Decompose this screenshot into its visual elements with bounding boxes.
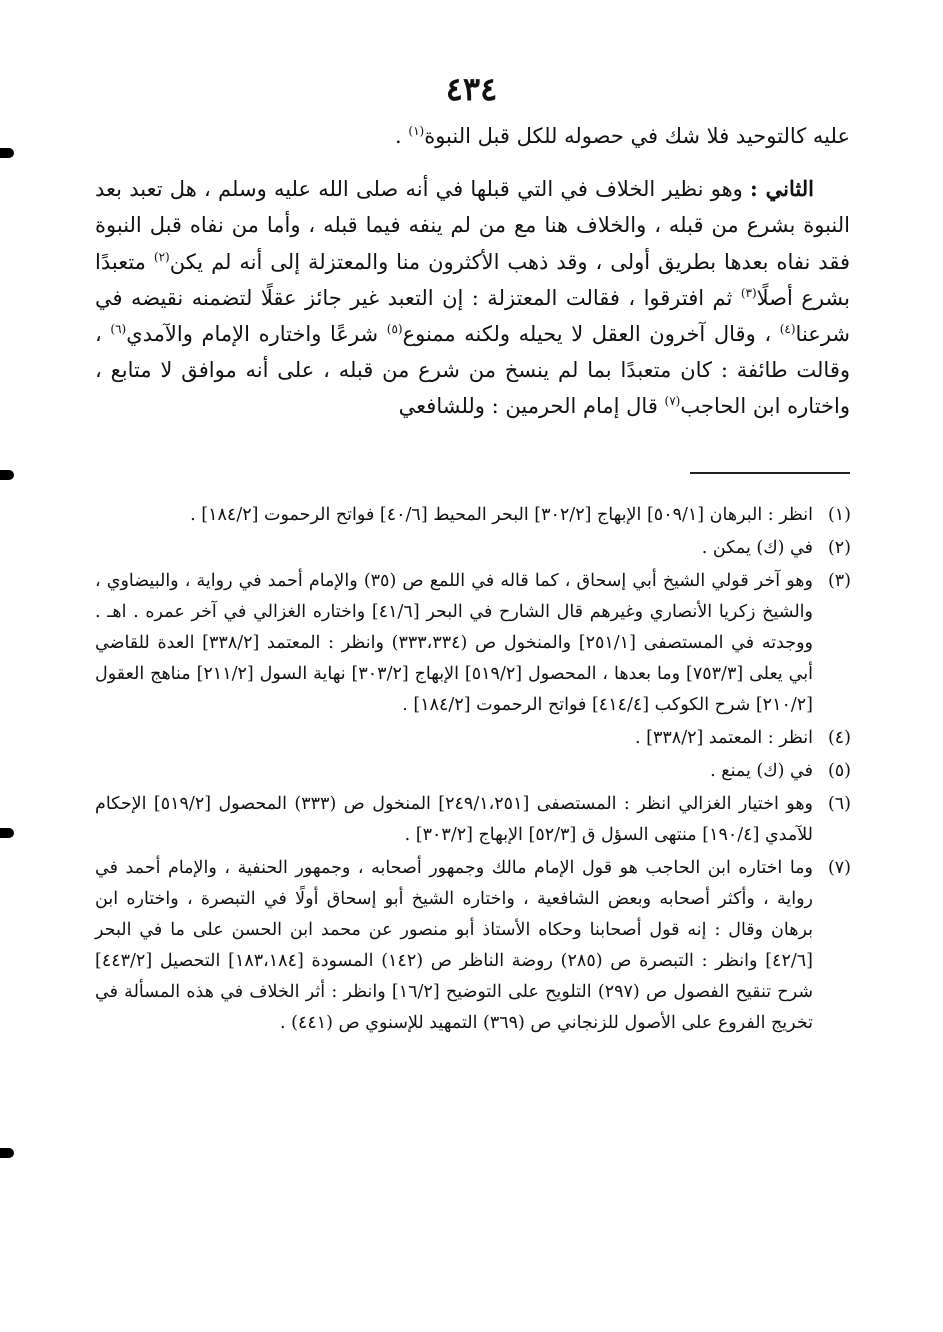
footnote-ref: (٥) bbox=[386, 322, 403, 337]
paragraph-text: ، وقال آخرون العقل لا يحيله ولكنه ممنوع bbox=[402, 322, 780, 347]
footnote-number: (٤) bbox=[827, 728, 851, 748]
footnote-number: (٦) bbox=[827, 794, 851, 814]
footnote-separator bbox=[690, 472, 850, 474]
footnote bbox=[95, 533, 851, 564]
footnote-text: وهو آخر قولي الشيخ أبي إسحاق ، كما قاله في اللمع ص (٣٥) والإمام أحمد في رواية ، والبيضاوي ، والشيخ زكريا الأنصاري وغيرهم قال الشارح في البحر [٤١/٦] واختاره الغزالي في آخر عمره . اهـ . ووجدته في المستصفى [٢٥١/١] والمنخول ص (٣٣٣،٣٣٤) وانظر : المعتمد [٣٣٨/٢] العدة للقاضي أبي يعلى [٧٥٣/٣] وما بعدها ، المحصول [٥١٩/٢] الإبهاج [٣٠٣/٢] نهاية السول [٢١١/٢] مناهج العقول [٢١٠/٢] شرح الكوكب [٤١٤/٤] فواتح الرحموت [١٨٤/٢] . bbox=[95, 571, 813, 715]
paragraph-text: وهو نظير الخلاف في التي قبلها في أنه صلى الله عليه وسلم ، هل تعبد بعد النبوة بشرع من قبله ، والخلاف هنا مع من لم ينفه فيما قبله ، وأما من نفاه قبل النبوة فقد نفاه بعدها بطريق أولى ، وقد ذهب الأكثرون منا والمعتزلة إلى أنه لم يكن bbox=[95, 177, 850, 274]
footnotes bbox=[95, 500, 851, 1041]
paragraph-text: متعبدًا بشرع أصلًا bbox=[95, 249, 850, 310]
page-number: ٤٣٤ bbox=[445, 70, 498, 108]
footnote-text: وما اختاره ابن الحاجب هو قول الإمام مالك وجمهور أصحابه ، وجمهور الحنفية ، والإمام أحمد في رواية ، وأكثر أصحابه وبعض الشافعية ، واختاره الشيخ أبو إسحاق أولًا في التبصرة ، واختاره ابن برهان وقال : إنه قول أصحابنا وحكاه الأستاذ أبو منصور عن محمد ابن الحسن على ما في البحر [٤٢/٦] وانظر : التبصرة ص (٢٨٥) روضة الناظر ص (١٤٢) المسودة [١٨٣،١٨٤] التحصيل [٤٤٣/٢] شرح تنقيح الفصول ص (٢٩٧) التلويح على التوضيح [١٦/٢] وانظر : أثر الخلاف في هذه المسألة في تخريج الفروع على الأصول للزنجاني ص (٣٦٩) التمهيد للإسنوي ص (٤٤١) . bbox=[95, 858, 814, 1033]
second-opinion-paragraph bbox=[95, 171, 850, 424]
scan-edge-mark bbox=[0, 1148, 14, 1158]
footnote-ref: (٢) bbox=[153, 249, 170, 264]
footnote-text: انظر : المعتمد [٣٣٨/٢] . bbox=[635, 728, 813, 748]
footnote-number: (٣) bbox=[827, 571, 851, 591]
footnote-text: في (ك) يمنع . bbox=[710, 761, 813, 781]
scan-edge-mark bbox=[0, 470, 14, 480]
footnote-number: (١) bbox=[827, 505, 851, 525]
continuation-end: . bbox=[395, 124, 409, 148]
footnote-text: انظر : البرهان [٥٠٩/١] الإبهاج [٣٠٢/٢] البحر المحيط [٤٠/٦] فواتح الرحموت [١٨٤/٢] . bbox=[190, 505, 813, 525]
footnote-text: في (ك) يمكن . bbox=[701, 538, 813, 558]
continuation-paragraph bbox=[95, 118, 850, 154]
footnote-ref: (١) bbox=[408, 124, 425, 138]
paragraph-text: ثم افترقوا ، فقالت المعتزلة : إن التعبد غير جائز عقلًا لتضمنه نقيضه في شرعنا bbox=[95, 285, 850, 347]
footnote bbox=[95, 789, 851, 851]
paragraph-text: ، وقالت طائفة : كان متعبدًا بما لم ينسخ من شرع من قبله ، على أنه موافق لا متابع ، واختاره ابن الحاجب bbox=[95, 322, 850, 419]
footnote bbox=[95, 853, 851, 1039]
footnote-number: (٢) bbox=[827, 538, 851, 558]
footnote-ref: (٣) bbox=[740, 285, 757, 300]
footnote-text: وهو اختيار الغزالي انظر : المستصفى [٢٤٩/١،٢٥١] المنخول ص (٣٣٣) المحصول [٥١٩/٢] الإحكام للآمدي [١٩٠/٤] منتهى السؤل ق [٥٢/٣] الإبهاج [٣٠٣/٢] . bbox=[95, 794, 813, 845]
footnote-number: (٥) bbox=[827, 761, 851, 781]
footnote-ref: (٤) bbox=[779, 322, 796, 337]
paragraph-heading: الثاني : bbox=[750, 176, 814, 202]
footnote-ref: (٦) bbox=[110, 322, 127, 337]
footnote bbox=[95, 500, 851, 531]
footnote bbox=[95, 723, 851, 754]
scan-edge-mark bbox=[0, 828, 14, 838]
continuation-text: عليه كالتوحيد فلا شك في حصوله للكل قبل النبوة bbox=[424, 124, 850, 148]
footnote-ref: (٧) bbox=[664, 394, 681, 409]
paragraph-text: قال إمام الحرمين : وللشافعي bbox=[398, 394, 665, 419]
footnote-number: (٧) bbox=[827, 858, 851, 878]
paragraph-text: شرعًا واختاره الإمام والآمدي bbox=[126, 322, 387, 347]
footnote bbox=[95, 566, 851, 721]
main-text bbox=[95, 118, 850, 425]
footnote bbox=[95, 756, 851, 787]
scan-edge-mark bbox=[0, 148, 14, 158]
